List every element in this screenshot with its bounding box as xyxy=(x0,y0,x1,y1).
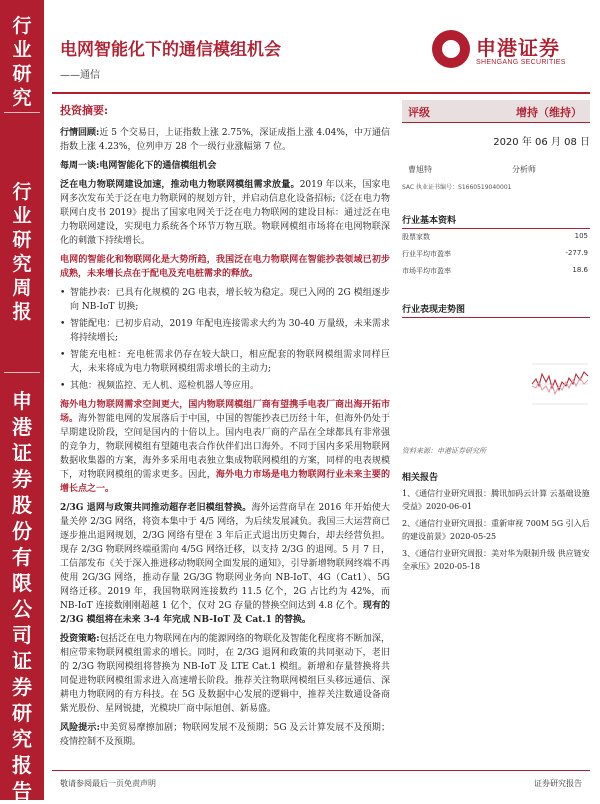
sidebar-char: 证 xyxy=(12,441,32,465)
bold-tail: 现有的 2/3G 模组将在未来 3-4 年完成 NB-IoT 及 Cat.1 的替换。 xyxy=(60,601,390,625)
paragraph xyxy=(60,501,390,627)
footer-divider xyxy=(52,770,590,771)
sidebar-char: 限 xyxy=(12,571,32,595)
label: 投资策略: xyxy=(60,634,100,644)
weekly-topic xyxy=(60,159,390,173)
investment-strategy xyxy=(60,632,390,716)
sidebar-char: 有 xyxy=(12,545,32,569)
sidebar-char: 业 xyxy=(12,205,32,227)
sidebar-char: 证 xyxy=(12,649,32,673)
label: 行情回顾: xyxy=(60,128,100,138)
sidebar-char: 报 xyxy=(12,301,32,323)
sidebar-label-mid xyxy=(0,180,44,324)
sidebar-char: 券 xyxy=(12,675,32,699)
kv-row xyxy=(402,249,590,263)
sidebar-char: 业 xyxy=(12,39,32,61)
kv-value: 105 xyxy=(574,232,588,240)
kv-value: -277.9 xyxy=(565,249,588,257)
kv-key: 股票家数 xyxy=(402,233,430,241)
analyst-row xyxy=(402,164,590,176)
analyst-role: 分析师 xyxy=(512,165,536,174)
red-lead: 海外电力物联网需求空间更大，国内物联网模组厂商有望携手电表厂商出海开拓市场。 xyxy=(60,400,390,424)
text: 中美贸易摩擦加剧；物联网发展不及预期；5G 及云计算发展不及预期；疫情控制不及预期。 xyxy=(60,723,390,747)
sidebar-char: 究 xyxy=(12,727,32,751)
logo-english-name: SHENGANG SECURITIES xyxy=(476,59,566,66)
sidebar-char: 研 xyxy=(12,63,32,85)
sidebar-char: 研 xyxy=(12,701,32,725)
report-link[interactable]: 1、《通信行业研究周报：腾讯加码云计算 云基础设施受益》2020-06-01 xyxy=(402,489,590,511)
highlight: 电网的智能化和物联网化是大势所趋，我国泛在电力物联网在智能抄表领域已初步成熟，未来增长点在于配电及充电桩需求的释放。 xyxy=(60,255,390,279)
sidebar-divider xyxy=(4,372,40,373)
sidebar-char: 行 xyxy=(12,181,32,203)
list-item: • 智能抄表：已具有化规模的 2G 电表，增长较为稳定。现已入网的 2G 模组逐步向 NB-IoT 切换; xyxy=(60,286,390,314)
kv-row xyxy=(402,266,590,280)
sidebar-label-top xyxy=(0,14,44,110)
text: 电网智能化下的通信模组机会 xyxy=(99,161,217,171)
rating-value: 增持（维持） xyxy=(516,106,582,119)
report-link[interactable]: 2、《通信行业研究周报：重新审视 700M 5G 引入后的建设前景》2020-05-25 xyxy=(402,519,590,541)
sidebar xyxy=(0,0,44,803)
report-subtitle: ——通信 xyxy=(60,70,100,81)
section-title: 投资摘要: xyxy=(60,104,109,117)
paragraph xyxy=(60,398,390,496)
risk-warning xyxy=(60,721,390,749)
company-logo xyxy=(432,30,592,74)
text: 包括泛在电力物联网在内的能源网络的物联化及智能化程度将不断加深，相应带来物联网模组需求的增长。同时，在 2/3G 退网和政策的共同驱动下，老旧的 2/3G 物联网模组将替换为 NB-IoT 及 LTE Cat.1 模组。新增和存量替换将共同促进物联网模组需求进入高速增长阶段。推荐关注物联网模组巨头移远通信、深耕电力物联网的有方科技。在 5G 及数据中心发展的逻辑中，推荐关注数通设备商紫光股份、星网锐捷，光模块厂商中际旭创、新易盛。 xyxy=(60,634,390,714)
list-item: • 其他：视频监控、无人机、巡检机器人等应用。 xyxy=(60,379,390,393)
market-review xyxy=(60,126,390,154)
rating-label: 评级 xyxy=(408,106,430,119)
basics-title: 行业基本资料 xyxy=(402,213,590,229)
sidebar-char: 司 xyxy=(12,623,32,647)
list-item: • 智能充电桩：充电桩需求仍存在较大缺口，相应配套的物联网模组需求同样巨大，未来将成为电力物联网模组需求增长的主动力; xyxy=(60,348,390,376)
footer-disclaimer[interactable]: 敬请参阅最后一页免责声明 xyxy=(60,779,156,788)
sidebar-char: 行 xyxy=(12,15,32,37)
sac-number: SAC 执业证书编号：S1660519040001 xyxy=(402,184,512,191)
header-divider xyxy=(52,92,590,94)
report-title: 电网智能化下的通信模组机会 xyxy=(60,40,281,60)
red-tail: 海外电力市场是电力物联网行业未来主要的增长点之一。 xyxy=(60,470,390,494)
sidebar-char: 申 xyxy=(12,389,32,413)
sidebar-char: 告 xyxy=(12,779,32,803)
sidebar-char: 港 xyxy=(12,415,32,439)
sidebar-char: 公 xyxy=(12,597,32,621)
label: 每周一谈: xyxy=(60,161,100,171)
sidebar-char: 券 xyxy=(12,467,32,491)
kv-value: 18.6 xyxy=(572,266,588,274)
list-item: • 智能配电：已初步启动，2019 年配电连接需求大约为 30-40 万量级，未来需求将持续增长; xyxy=(60,317,390,345)
footer-label: 证券研究报告 xyxy=(534,779,582,788)
sidebar-char: 报 xyxy=(12,753,32,777)
trend-chart xyxy=(402,324,590,444)
sidebar-char: 份 xyxy=(12,519,32,543)
bold-lead: 泛在电力物联网建设加速，推动电力物联网模组需求放量。 xyxy=(60,180,300,190)
analyst-name: 曹旭特 xyxy=(408,165,432,174)
sidebar-char: 研 xyxy=(12,229,32,251)
trend-title: 行业表现走势图 xyxy=(402,302,590,318)
right-panel xyxy=(402,100,590,573)
text: 海外智能电网的发展落后于中国，中国的智能抄表已历经十年，但海外仍处于早期建设阶段，空间是国内的十倍以上。国内电表厂商的产品在全球都具有非常强的竞争力，物联网模组有望随电表合作伙伴们出口海外。不同于国内多采用物联网数据收集器的方案，海外多采用电表独立集成物联网模组的方案，同样的电表规模下，对物联网模组的需求更多。因此， xyxy=(60,414,390,480)
logo-name: 申港证券 xyxy=(476,36,560,60)
text: 2019 年以来，国家电网多次发布关于泛在电力物联网的规划方针，并启动信息化设备招标;《泛在电力物联网白皮书 2019》提出了国家电网关于泛在电力物联网的建设目标：通过泛在电力物联网建设，实现电力系统各个环节万物互联。物联网模组市场将在电网物联深化的刺激下持续增长。 xyxy=(60,180,390,246)
main-content xyxy=(60,100,390,754)
bold-lead: 2/3G 退网与政策共同推动超存老旧模组替换。 xyxy=(60,503,252,513)
related-reports-title: 相关报告 xyxy=(402,473,439,483)
bullet-list xyxy=(60,286,390,393)
kv-key: 市场平均市盈率 xyxy=(402,267,451,275)
report-date: 2020 年 06 月 08 日 xyxy=(493,137,590,148)
rating-bar xyxy=(402,100,590,123)
sidebar-char: 周 xyxy=(12,277,32,299)
kv-key: 行业平均市盈率 xyxy=(402,250,451,258)
sidebar-divider xyxy=(4,112,40,113)
paragraph xyxy=(60,178,390,248)
text: 近 5 个交易日，上证指数上涨 2.75%，深证成指上涨 4.04%，中万通信指数上涨 4.23%，位列申万 28 个一级行业涨幅第 7 位。 xyxy=(60,128,390,152)
report-link[interactable]: 3、《通信行业研究周报：美对华为限制升级 供应链安全承压》2020-05-18 xyxy=(402,549,590,571)
sidebar-label-bottom xyxy=(0,388,44,804)
sidebar-char: 究 xyxy=(12,253,32,275)
chart-source: 资料来源：申港证券研究所 xyxy=(402,447,486,455)
text: 海外运营商早在 2016 年开始使大量关停 2/3G 网络，将资本集中于 4/5 网络，为后续发展减负。我国三大运营商已逐步推出退网规划，2/3G 网络有望在 3 年后正式退出历史舞台，却去经营负担。现存 2/3G 物联网终端亟需向 4/5G 网络迁移，以支持 2/3G 的退网。5 月 7 日，工信部发布《关于深入推进移动物联网全面发展的通知》，引导新增物联网终端不再使用 2G/3G 网络，推动存量 2G/3G 物联网业务向 NB-IoT、4G（Cat1）、5G 网络迁移。2019 年，我国物联网连接数约 11.5 亿个，2G 占比约为 42%，而 NB-IoT 连接数刚刚超越 1 亿个，仅对 2G 存量的替换空间达到 4.8 亿个。 xyxy=(60,503,390,611)
sidebar-char: 究 xyxy=(12,87,32,109)
kv-row xyxy=(402,232,590,246)
sidebar-char: 股 xyxy=(12,493,32,517)
logo-icon xyxy=(432,30,470,68)
label: 风险提示: xyxy=(60,723,100,733)
